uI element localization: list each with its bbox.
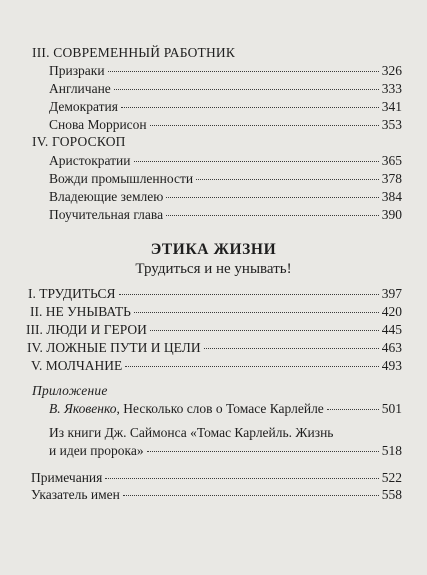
toc-entry[interactable]: [27, 340, 402, 356]
entry-label: I. ТРУДИТЬСЯ: [28, 286, 116, 301]
entry-label: IV. ЛОЖНЫЕ ПУТИ И ЦЕЛИ: [27, 340, 201, 355]
leader-dots: [204, 348, 379, 349]
leader-dots: [327, 409, 379, 410]
part-title: ЭТИКА ЖИЗНИ: [150, 241, 277, 258]
toc-entry[interactable]: [26, 322, 402, 338]
entry-page: 326: [381, 63, 402, 78]
entry-author: В. Яковенко: [49, 401, 117, 416]
entry-page: 558: [381, 487, 402, 502]
entry-title: , Несколько слов о Томасе Карлейле: [116, 401, 324, 416]
entry-label: Владеющие землею: [49, 189, 164, 204]
entry-page: 397: [381, 286, 402, 301]
entry-label: Призраки: [49, 63, 105, 78]
entry-label: Аристократии: [49, 153, 131, 168]
leader-dots: [150, 125, 379, 126]
toc-entry[interactable]: [31, 487, 402, 503]
entry-label: II. НЕ УНЫВАТЬ: [30, 304, 131, 319]
entry-label: Демократия: [49, 99, 118, 114]
entry-label: III. ЛЮДИ И ГЕРОИ: [26, 322, 147, 337]
leader-dots: [119, 294, 379, 295]
entry-page: 463: [381, 340, 402, 355]
leader-dots: [134, 161, 379, 162]
section-heading-part4: IV. ГОРОСКОП: [32, 134, 126, 149]
entry-label: Снова Моррисон: [49, 117, 147, 132]
toc-entry[interactable]: [31, 470, 402, 486]
entry-page: 384: [381, 189, 402, 204]
toc-entry[interactable]: [30, 304, 402, 320]
entry-page: 353: [381, 117, 402, 132]
entry-label-line2: и идеи пророка»: [49, 443, 144, 458]
leader-dots: [150, 330, 379, 331]
leader-dots: [166, 197, 378, 198]
toc-entry[interactable]: [49, 153, 402, 169]
entry-page: 390: [381, 207, 402, 222]
leader-dots: [166, 215, 379, 216]
part-subtitle: Трудиться и не унывать!: [135, 261, 292, 277]
toc-entry[interactable]: [49, 443, 402, 459]
leader-dots: [114, 89, 379, 90]
toc-entry[interactable]: [49, 99, 402, 115]
leader-dots: [105, 478, 378, 479]
appendix-heading: Приложение: [32, 383, 108, 398]
leader-dots: [196, 179, 379, 180]
entry-label-line1: Из книги Дж. Саймонса «Томас Карлейль. Жизнь: [49, 425, 334, 440]
entry-page: 341: [381, 99, 402, 114]
entry-label: Вожди промышленности: [49, 171, 194, 186]
toc-entry[interactable]: [49, 171, 402, 187]
entry-page: 378: [381, 171, 402, 186]
entry-page: 518: [381, 443, 402, 458]
entry-label: Англичане: [49, 81, 111, 96]
toc-entry[interactable]: [49, 401, 402, 417]
entry-page: 501: [381, 401, 402, 416]
leader-dots: [123, 495, 379, 496]
toc-entry[interactable]: [31, 358, 402, 374]
toc-entry[interactable]: [28, 286, 402, 302]
toc-entry[interactable]: [49, 63, 402, 79]
entry-label: Поучительная глава: [49, 207, 164, 222]
entry-page: 333: [381, 81, 402, 96]
entry-label: Указатель имен: [31, 487, 120, 502]
toc-entry[interactable]: [49, 81, 402, 97]
entry-page: 420: [381, 304, 402, 319]
leader-dots: [147, 451, 379, 452]
entry-page: 445: [381, 322, 402, 337]
entry-page: 365: [381, 153, 402, 168]
entry-page: 493: [381, 358, 402, 373]
entry-page: 522: [381, 470, 402, 485]
entry-label: [49, 401, 324, 417]
leader-dots: [121, 107, 379, 108]
leader-dots: [134, 312, 379, 313]
leader-dots: [108, 71, 379, 72]
section-heading-part3: III. СОВРЕМЕННЫЙ РАБОТНИК: [32, 45, 236, 60]
toc-entry[interactable]: [49, 189, 402, 205]
toc-entry[interactable]: [49, 207, 402, 223]
entry-label: V. МОЛЧАНИЕ: [31, 358, 123, 373]
entry-label: Примечания: [31, 470, 103, 485]
toc-entry[interactable]: [49, 117, 402, 133]
leader-dots: [125, 366, 378, 367]
